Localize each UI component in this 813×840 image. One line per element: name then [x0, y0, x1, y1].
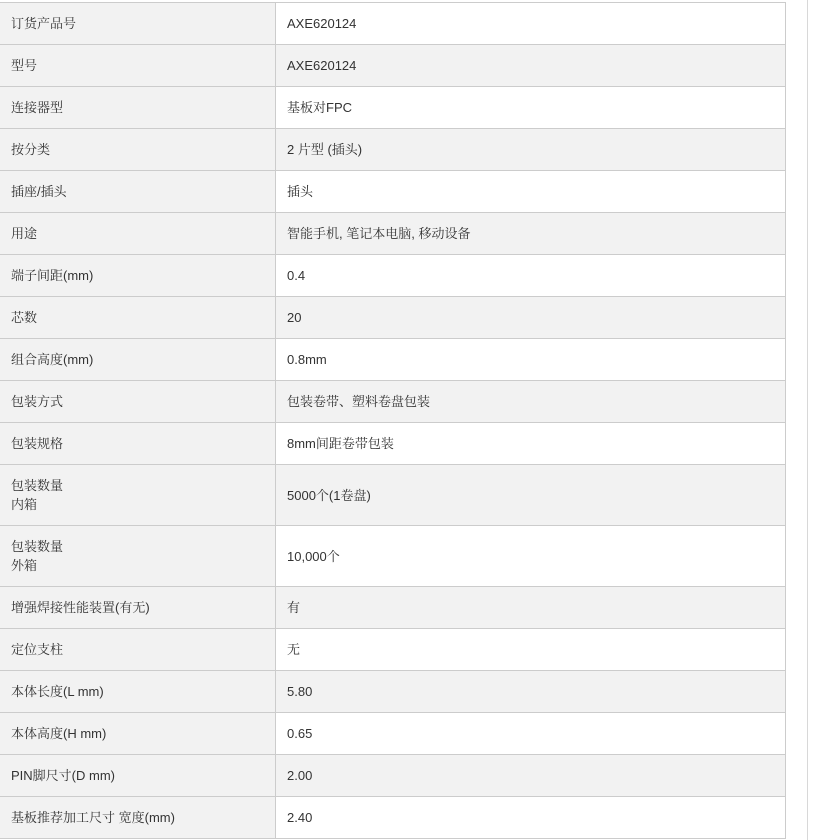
row-label: 定位支柱: [0, 629, 276, 671]
row-value: 0.65: [276, 713, 786, 755]
row-label: 本体长度(L mm): [0, 671, 276, 713]
row-label: 包装数量 外箱: [0, 526, 276, 587]
table-row: [0, 465, 786, 526]
row-value: AXE620124: [276, 45, 786, 87]
table-row: [0, 629, 786, 671]
row-value: 包装卷带、塑料卷盘包装: [276, 381, 786, 423]
table-row: [0, 671, 786, 713]
table-row: [0, 423, 786, 465]
table-row: [0, 255, 786, 297]
row-label: 本体高度(H mm): [0, 713, 276, 755]
table-row: [0, 381, 786, 423]
spec-table: [0, 2, 786, 839]
table-row: [0, 339, 786, 381]
row-label: 芯数: [0, 297, 276, 339]
row-value: 0.8mm: [276, 339, 786, 381]
row-value: 基板对FPC: [276, 87, 786, 129]
row-label: 按分类: [0, 129, 276, 171]
table-row: [0, 3, 786, 45]
row-value: AXE620124: [276, 3, 786, 45]
row-label: 订货产品号: [0, 3, 276, 45]
table-row: [0, 171, 786, 213]
row-value: 20: [276, 297, 786, 339]
row-label: 连接器型: [0, 87, 276, 129]
row-value: 2.40: [276, 797, 786, 839]
row-value: 插头: [276, 171, 786, 213]
table-row: [0, 45, 786, 87]
row-value: 5000个(1卷盘): [276, 465, 786, 526]
row-value: 10,000个: [276, 526, 786, 587]
table-row: [0, 797, 786, 839]
table-row: [0, 213, 786, 255]
scrollbar-track[interactable]: [807, 0, 808, 840]
row-label: 插座/插头: [0, 171, 276, 213]
table-row: [0, 87, 786, 129]
row-value: 5.80: [276, 671, 786, 713]
row-label: PIN脚尺寸(D mm): [0, 755, 276, 797]
table-row: [0, 755, 786, 797]
table-row: [0, 587, 786, 629]
row-value: 智能手机, 笔记本电脑, 移动设备: [276, 213, 786, 255]
row-value: 8mm间距卷带包装: [276, 423, 786, 465]
row-label: 包装规格: [0, 423, 276, 465]
row-value: 0.4: [276, 255, 786, 297]
row-label: 包装数量 内箱: [0, 465, 276, 526]
table-row: [0, 297, 786, 339]
row-value: 无: [276, 629, 786, 671]
row-label: 包装方式: [0, 381, 276, 423]
row-value: 2.00: [276, 755, 786, 797]
row-label: 基板推荐加工尺寸 宽度(mm): [0, 797, 276, 839]
row-label: 型号: [0, 45, 276, 87]
row-label: 用途: [0, 213, 276, 255]
table-row: [0, 713, 786, 755]
row-value: 有: [276, 587, 786, 629]
table-row: [0, 129, 786, 171]
row-value: 2 片型 (插头): [276, 129, 786, 171]
row-label: 端子间距(mm): [0, 255, 276, 297]
row-label: 增强焊接性能装置(有无): [0, 587, 276, 629]
row-label: 组合高度(mm): [0, 339, 276, 381]
table-row: [0, 526, 786, 587]
